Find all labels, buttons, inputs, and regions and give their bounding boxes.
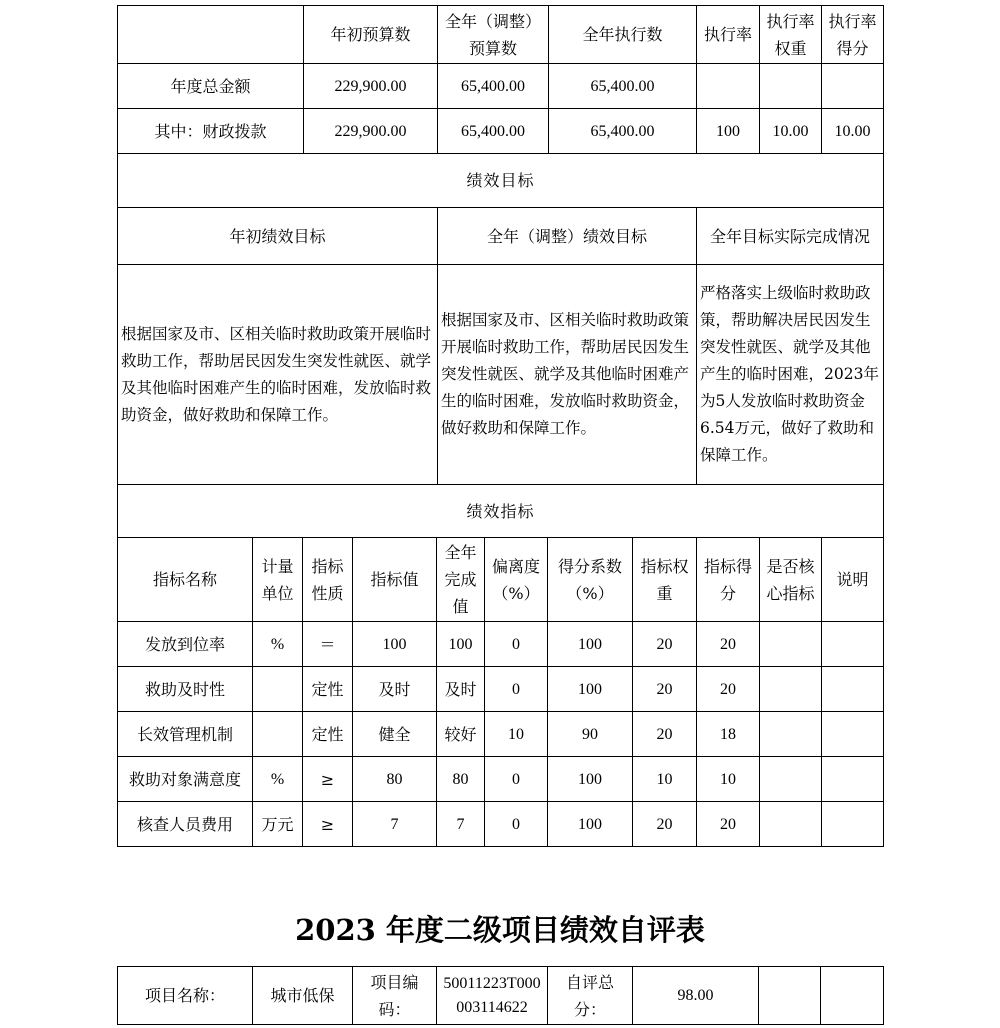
indicator-cell	[822, 802, 884, 847]
indicator-cell: %	[253, 622, 303, 667]
goals-section-title: 绩效目标	[118, 154, 884, 208]
goals-header-cell: 全年目标实际完成情况	[697, 208, 884, 265]
indicator-cell: 救助对象满意度	[118, 757, 253, 802]
indicator-cell: 万元	[253, 802, 303, 847]
indicator-header-cell: 说明	[822, 538, 884, 622]
indicator-cell: 90	[548, 712, 633, 757]
indicator-cell: 定性	[303, 712, 353, 757]
project-name-label: 项目名称：	[118, 967, 253, 1025]
table-row	[118, 667, 884, 712]
table-row	[118, 712, 884, 757]
initial-goal-text: 根据国家及市、区相关临时救助政策开展临时救助工作，帮助居民因发生突发性就医、就学及其他临时困难产生的临时困难，发放临时救助资金，做好救助和保障工作。	[118, 265, 438, 485]
indicator-cell: 20	[633, 712, 697, 757]
indicator-cell: 及时	[353, 667, 437, 712]
goals-content-row	[118, 265, 884, 485]
budget-row-label: 其中：财政拨款	[118, 109, 304, 154]
indicator-cell: 20	[697, 667, 760, 712]
indicator-cell: 20	[697, 622, 760, 667]
empty-cell	[759, 967, 821, 1025]
goals-header-cell: 全年（调整）绩效目标	[438, 208, 697, 265]
budget-header-cell: 执行率权重	[760, 6, 822, 64]
indicator-cell: 100	[548, 757, 633, 802]
budget-cell: 65,400.00	[438, 64, 549, 109]
budget-header-cell: 全年（调整）预算数	[438, 6, 549, 64]
self-score-label: 自评总分：	[548, 967, 633, 1025]
indicator-cell: ＝	[303, 622, 353, 667]
table-row	[118, 622, 884, 667]
indicator-cell: 10	[633, 757, 697, 802]
indicator-header-cell: 指标性质	[303, 538, 353, 622]
indicator-cell	[253, 712, 303, 757]
project-name-value: 城市低保	[253, 967, 353, 1025]
budget-header-cell: 全年执行数	[549, 6, 697, 64]
indicator-header-cell: 计量单位	[253, 538, 303, 622]
indicator-cell: 100	[548, 667, 633, 712]
indicator-cell: 18	[697, 712, 760, 757]
budget-header-cell: 执行率得分	[822, 6, 884, 64]
indicator-header-cell: 全年完成值	[437, 538, 485, 622]
indicator-cell: 20	[697, 802, 760, 847]
indicator-cell: 核查人员费用	[118, 802, 253, 847]
indicator-cell: 10	[697, 757, 760, 802]
indicator-cell: 100	[548, 622, 633, 667]
budget-row-label: 年度总金额	[118, 64, 304, 109]
budget-goals-table	[117, 5, 884, 538]
project-info-table	[117, 966, 884, 1025]
indicator-cell: ≥	[303, 757, 353, 802]
budget-cell	[760, 64, 822, 109]
indicators-table	[117, 537, 884, 847]
indicator-cell	[760, 757, 822, 802]
indicator-cell: 100	[437, 622, 485, 667]
budget-cell: 229,900.00	[304, 109, 438, 154]
goals-header-cell: 年初绩效目标	[118, 208, 438, 265]
budget-header-row	[118, 6, 884, 64]
indicator-cell: 20	[633, 622, 697, 667]
actual-completion-text: 严格落实上级临时救助政策，帮助解决居民因发生突发性就医、就学及其他产生的临时困难，2023年为5人发放临时救助资金6.54万元，做好了救助和保障工作。	[697, 265, 884, 485]
indicator-cell	[760, 667, 822, 712]
indicator-cell	[822, 622, 884, 667]
indicator-cell	[760, 622, 822, 667]
indicator-cell: 80	[353, 757, 437, 802]
indicator-header-cell: 偏离度（%）	[485, 538, 548, 622]
budget-cell: 65,400.00	[549, 64, 697, 109]
indicator-cell	[822, 757, 884, 802]
budget-cell: 100	[697, 109, 760, 154]
indicator-cell: 100	[353, 622, 437, 667]
adjusted-goal-text: 根据国家及市、区相关临时救助政策开展临时救助工作，帮助居民因发生突发性就医、就学及其他临时困难产生的临时困难，发放临时救助资金，做好救助和保障工作。	[438, 265, 697, 485]
table-row	[118, 757, 884, 802]
indicator-cell: 10	[485, 712, 548, 757]
project-code-value: 50011223T000003114622	[437, 967, 548, 1025]
indicator-header-cell: 指标得分	[697, 538, 760, 622]
indicator-cell: 7	[353, 802, 437, 847]
indicator-cell: 定性	[303, 667, 353, 712]
indicators-section-row	[118, 485, 884, 538]
project-info-row	[118, 967, 884, 1025]
next-table-title: 2023 年度二级项目绩效自评表	[295, 913, 705, 947]
budget-cell: 65,400.00	[438, 109, 549, 154]
budget-cell	[697, 64, 760, 109]
indicator-cell: 及时	[437, 667, 485, 712]
indicator-cell: ≥	[303, 802, 353, 847]
budget-header-cell: 年初预算数	[304, 6, 438, 64]
indicator-cell: 20	[633, 802, 697, 847]
indicator-cell: 较好	[437, 712, 485, 757]
budget-cell: 10.00	[760, 109, 822, 154]
indicators-header-row	[118, 538, 884, 622]
budget-cell	[822, 64, 884, 109]
indicator-cell: 80	[437, 757, 485, 802]
budget-header-cell: 执行率	[697, 6, 760, 64]
indicator-cell	[822, 667, 884, 712]
indicator-cell	[253, 667, 303, 712]
indicator-cell: 100	[548, 802, 633, 847]
indicator-cell	[760, 712, 822, 757]
indicator-cell	[822, 712, 884, 757]
budget-cell: 65,400.00	[549, 109, 697, 154]
goals-section-row	[118, 154, 884, 208]
indicator-cell: 7	[437, 802, 485, 847]
indicators-section-title: 绩效指标	[118, 485, 884, 538]
indicator-header-cell: 指标名称	[118, 538, 253, 622]
indicator-cell: 发放到位率	[118, 622, 253, 667]
table-row	[118, 64, 884, 109]
indicator-cell: 0	[485, 667, 548, 712]
budget-header-cell	[118, 6, 304, 64]
table-row	[118, 109, 884, 154]
table-row	[118, 802, 884, 847]
indicator-cell: 长效管理机制	[118, 712, 253, 757]
indicator-header-cell: 指标权重	[633, 538, 697, 622]
indicator-cell: 健全	[353, 712, 437, 757]
budget-cell: 10.00	[822, 109, 884, 154]
indicator-header-cell: 得分系数（%）	[548, 538, 633, 622]
self-score-value: 98.00	[633, 967, 759, 1025]
indicator-cell: 0	[485, 622, 548, 667]
empty-cell	[821, 967, 884, 1025]
budget-cell: 229,900.00	[304, 64, 438, 109]
indicator-cell: %	[253, 757, 303, 802]
indicator-cell: 救助及时性	[118, 667, 253, 712]
indicator-cell: 0	[485, 802, 548, 847]
project-code-label: 项目编码：	[353, 967, 437, 1025]
goals-header-row	[118, 208, 884, 265]
indicator-header-cell: 是否核心指标	[760, 538, 822, 622]
indicator-cell	[760, 802, 822, 847]
indicator-cell: 0	[485, 757, 548, 802]
indicator-header-cell: 指标值	[353, 538, 437, 622]
indicator-cell: 20	[633, 667, 697, 712]
